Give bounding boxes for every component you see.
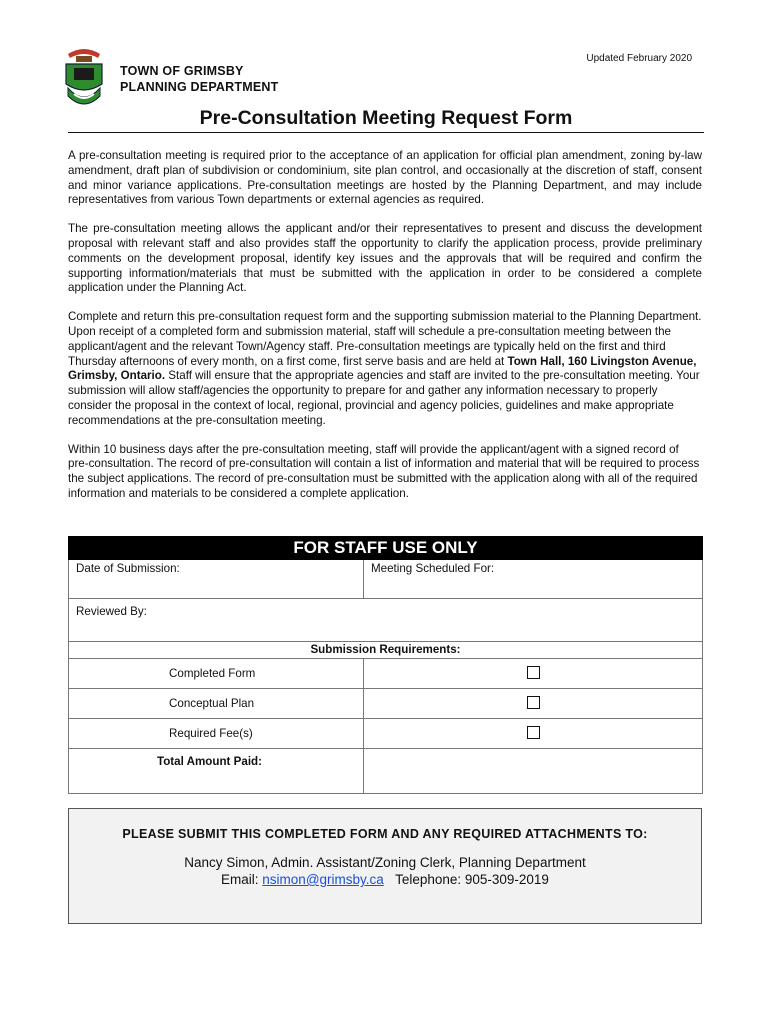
meeting-scheduled-label: Meeting Scheduled For: — [371, 562, 495, 575]
contact-details — [69, 872, 701, 887]
date-of-submission-field[interactable] — [69, 560, 364, 599]
form-description — [68, 149, 702, 516]
org-line-town: TOWN OF GRIMSBY — [120, 64, 244, 78]
organization-name — [120, 63, 278, 95]
reviewed-by-field[interactable] — [69, 599, 703, 642]
required-fees-checkbox[interactable] — [527, 726, 540, 739]
total-amount-paid-field[interactable] — [364, 749, 703, 794]
telephone: Telephone: 905-309-2019 — [395, 872, 549, 887]
submission-instruction: PLEASE SUBMIT THIS COMPLETED FORM AND ANY REQUIRED ATTACHMENTS TO: — [122, 827, 648, 841]
meeting-location: Town Hall, 160 Livingston Avenue, Grimsby, Ontario. — [68, 354, 697, 383]
form-title: Pre-Consultation Meeting Request Form — [68, 107, 704, 133]
paragraph-purpose: The pre-consultation meeting allows the applicant and/or their representatives to present and discuss the development proposal with relevant staff and also provides staff the opportunity to clarify the application process, provide preliminary comments on the development proposal, identify key issues and the approvals that will be required and confirm the supporting information/materials that must be submitted with the application in order to be considered a complete application under the Planning Act. — [68, 222, 702, 295]
paragraph-record: Within 10 business days after the pre-consultation meeting, staff will provide the applicant/agent with a signed record of pre-consultation. The record of pre-consultation will contain a list of information and material that will be required to process the subject applications. The record of pre-consultation must be submitted with the application along with all of the required information and materials to be considered a complete application. — [68, 442, 700, 500]
reviewed-by-label: Reviewed By: — [76, 605, 147, 618]
completed-form-checkbox-cell — [364, 659, 703, 689]
contact-name: Nancy Simon, Admin. Assistant/Zoning Clerk, Planning Department — [184, 855, 586, 870]
meeting-scheduled-field[interactable] — [364, 560, 703, 599]
requirement-label: Required Fee(s) — [69, 719, 364, 749]
staff-use-table — [68, 536, 703, 794]
process-text-2: Staff will ensure that the appropriate agencies and staff are invited to the pre-consultation meeting. Your submission will allow staff/agencies the opportunity to prepare for and gather any information necessary to properly consider the proposal in the context of local, regional, provincial and agency policies, guidelines and make appropriate recommendations at the pre-consultation meeting. — [68, 369, 700, 427]
conceptual-plan-checkbox-cell — [364, 689, 703, 719]
staff-use-heading: FOR STAFF USE ONLY — [69, 537, 703, 560]
submission-requirements-heading: Submission Requirements: — [69, 642, 703, 659]
org-line-department: PLANNING DEPARTMENT — [120, 80, 279, 94]
requirement-label: Conceptual Plan — [69, 689, 364, 719]
town-crest-logo — [62, 44, 106, 110]
email-link[interactable]: nsimon@grimsby.ca — [262, 872, 384, 887]
requirement-label: Completed Form — [69, 659, 364, 689]
completed-form-checkbox[interactable] — [527, 666, 540, 679]
total-amount-paid-label: Total Amount Paid: — [69, 749, 364, 794]
submission-contact-box — [68, 808, 702, 924]
conceptual-plan-checkbox[interactable] — [527, 696, 540, 709]
process-text-1: Complete and return this pre-consultation request form and the supporting submission material to the Planning Department. Upon receipt of a completed form and submission material, staff will schedule a pre-consultation meeting between the applicant/agent and the relevant Town/Agency staff. Pre-consultation meetings are typically held on the first and third Thursday afternoons of every month, on a first come, first serve basis and are held at — [68, 310, 702, 368]
paragraph-process — [68, 310, 702, 428]
paragraph-intro: A pre-consultation meeting is required prior to the acceptance of an application for official plan amendment, zoning by-law amendment, draft plan of subdivision or condominium, site plan control, and occasionally at the discretion of staff, consent and minor variance applications. Pre-consultation meetings are hosted by the Planning Department, and may include representatives from various Town departments or external agencies as required. — [68, 149, 702, 207]
email-label: Email: — [221, 872, 263, 887]
date-of-submission-label: Date of Submission: — [76, 562, 180, 575]
updated-date: Updated February 2020 — [586, 53, 692, 64]
required-fees-checkbox-cell — [364, 719, 703, 749]
